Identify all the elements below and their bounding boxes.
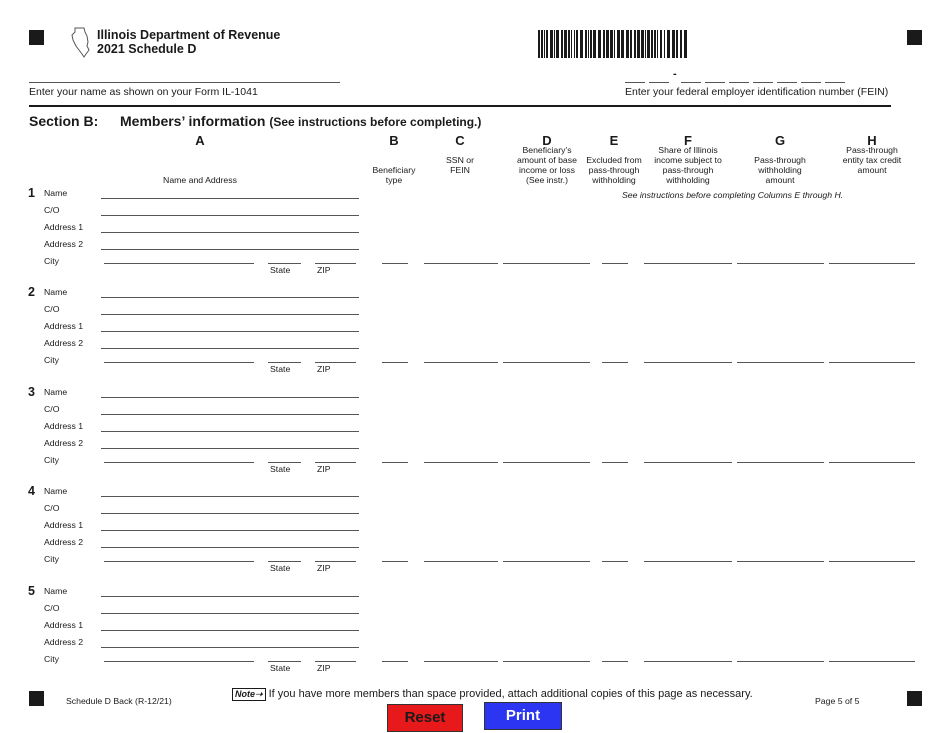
- member-number: 3: [28, 384, 35, 399]
- illinois-state-outline-logo: [70, 26, 92, 58]
- state-label: State: [270, 563, 291, 574]
- excluded-input[interactable]: [602, 561, 628, 562]
- barcode-bar: [554, 30, 555, 58]
- barcode-bar: [568, 30, 570, 58]
- co-label: C/O: [44, 602, 60, 613]
- barcode-bar: [647, 30, 650, 58]
- barcode-bar: [590, 30, 592, 58]
- zip-input[interactable]: [315, 561, 356, 562]
- section-title: Section B:: [29, 113, 99, 129]
- column-b-desc: Beneficiary type: [372, 165, 416, 185]
- barcode-bar: [541, 30, 543, 58]
- section-heading: [120, 113, 481, 129]
- state-input[interactable]: [268, 263, 301, 264]
- barcode-bar: [667, 30, 670, 58]
- page-number: Page 5 of 5: [815, 696, 860, 706]
- registration-mark-top-right: [907, 30, 922, 45]
- withholding-amount-input[interactable]: [737, 362, 824, 363]
- barcode-bar: [550, 30, 553, 58]
- barcode-bar: [564, 30, 567, 58]
- city-input[interactable]: [104, 362, 254, 363]
- zip-input[interactable]: [315, 462, 356, 463]
- state-input[interactable]: [268, 362, 301, 363]
- address2-label: Address 2: [44, 239, 84, 249]
- ssn-fein-input[interactable]: [424, 661, 498, 662]
- member-number: 4: [28, 484, 35, 499]
- beneficiary-type-input[interactable]: [382, 263, 408, 264]
- address2-label: Address 2: [44, 338, 84, 349]
- column-g-letter: G: [774, 133, 786, 148]
- withholding-amount-input[interactable]: [737, 462, 824, 463]
- address2-label: Address 2: [44, 636, 84, 647]
- zip-label: ZIP: [317, 463, 331, 474]
- withholding-amount-input[interactable]: [737, 263, 824, 264]
- fein-input-group[interactable]: [625, 68, 845, 84]
- barcode-bar: [556, 30, 559, 58]
- ssn-fein-input[interactable]: [424, 263, 498, 264]
- form-title: 2021 Schedule D: [97, 42, 197, 56]
- zip-label: ZIP: [317, 563, 331, 574]
- beneficiary-type-input[interactable]: [382, 462, 408, 463]
- section-subtitle: Members’ information: [120, 113, 266, 129]
- city-label: City: [44, 355, 59, 366]
- city-label: City: [44, 454, 59, 465]
- name-label: Name: [44, 287, 68, 298]
- member-number: 2: [28, 285, 35, 300]
- barcode-bar: [676, 30, 678, 58]
- address2-input[interactable]: [101, 547, 359, 548]
- state-input[interactable]: [268, 561, 301, 562]
- ssn-fein-input[interactable]: [424, 362, 498, 363]
- barcode-bar: [630, 30, 632, 58]
- section-divider: [29, 105, 891, 107]
- state-input[interactable]: [268, 462, 301, 463]
- illinois-income-input[interactable]: [644, 362, 732, 363]
- co-input[interactable]: [101, 613, 359, 614]
- name-input[interactable]: [101, 397, 359, 398]
- barcode-bar: [598, 30, 601, 58]
- tax-credit-amount-input[interactable]: [829, 561, 915, 562]
- barcode-bar: [544, 30, 545, 58]
- name-label: Name: [44, 486, 68, 497]
- name-input[interactable]: [101, 297, 359, 298]
- barcode-bar: [606, 30, 609, 58]
- name-label: Name: [44, 386, 68, 397]
- registration-mark-top-left: [29, 30, 44, 45]
- barcode-bar: [634, 30, 636, 58]
- name-label: Name: [44, 585, 68, 596]
- address1-input[interactable]: [101, 331, 359, 332]
- address2-input[interactable]: [101, 448, 359, 449]
- barcode-bar: [574, 30, 575, 58]
- co-input[interactable]: [101, 513, 359, 514]
- address1-label: Address 1: [44, 420, 84, 431]
- co-input[interactable]: [101, 314, 359, 315]
- name-input[interactable]: [101, 596, 359, 597]
- taxpayer-name-input[interactable]: [29, 68, 340, 83]
- zip-label: ZIP: [317, 265, 331, 275]
- zip-input[interactable]: [315, 362, 356, 363]
- co-label: C/O: [44, 403, 60, 414]
- ssn-fein-input[interactable]: [424, 561, 498, 562]
- barcode-bar: [645, 30, 646, 58]
- state-label: State: [270, 662, 291, 673]
- name-label: Name: [44, 188, 68, 198]
- column-c-letter: C: [455, 133, 465, 148]
- address1-label: Address 1: [44, 520, 84, 531]
- registration-mark-bottom-right: [907, 691, 922, 706]
- illinois-income-input[interactable]: [644, 661, 732, 662]
- barcode-bar: [684, 30, 687, 58]
- base-income-input[interactable]: [503, 263, 590, 264]
- city-input[interactable]: [104, 561, 254, 562]
- address1-input[interactable]: [101, 232, 359, 233]
- tax-credit-amount-input[interactable]: [829, 462, 915, 463]
- city-label: City: [44, 554, 59, 565]
- city-input[interactable]: [104, 462, 254, 463]
- barcode-bar: [603, 30, 605, 58]
- column-e-desc: Excluded from pass-through withholding: [586, 155, 642, 185]
- barcode: [538, 30, 688, 58]
- note-badge: [232, 688, 266, 701]
- excluded-input[interactable]: [602, 661, 628, 662]
- fein-separator: -: [673, 68, 677, 80]
- base-income-input[interactable]: [503, 661, 590, 662]
- co-input[interactable]: [101, 215, 359, 216]
- barcode-bar: [614, 30, 615, 58]
- barcode-bar: [588, 30, 589, 58]
- column-e-letter: E: [609, 133, 619, 148]
- columns-instruction-note: See instructions before completing Columns E through H.: [622, 190, 844, 200]
- address1-label: Address 1: [44, 619, 84, 630]
- city-label: City: [44, 256, 59, 266]
- barcode-bar: [637, 30, 640, 58]
- barcode-bar: [621, 30, 624, 58]
- withholding-amount-input[interactable]: [737, 561, 824, 562]
- address1-input[interactable]: [101, 530, 359, 531]
- barcode-bar: [626, 30, 629, 58]
- column-b-letter: B: [389, 133, 399, 148]
- base-income-input[interactable]: [503, 561, 590, 562]
- form-id: Schedule D Back (R-12/21): [66, 696, 172, 706]
- barcode-bar: [593, 30, 596, 58]
- barcode-bar: [664, 30, 665, 58]
- state-label: State: [270, 364, 291, 375]
- barcode-bar: [641, 30, 644, 58]
- barcode-bar: [585, 30, 587, 58]
- address2-label: Address 2: [44, 537, 84, 548]
- excluded-input[interactable]: [602, 263, 628, 264]
- barcode-bar: [660, 30, 662, 58]
- barcode-bar: [680, 30, 682, 58]
- fein-label: Enter your federal employer identification number (FEIN): [625, 86, 889, 98]
- column-f-desc: Share of Illinois income subject to pass-through withholding: [654, 145, 722, 185]
- illinois-income-input[interactable]: [644, 462, 732, 463]
- address1-label: Address 1: [44, 321, 84, 332]
- column-h-desc: Pass-through entity tax credit amount: [842, 145, 902, 175]
- column-g-desc: Pass-through withholding amount: [754, 155, 806, 185]
- note-label: Note: [235, 689, 255, 699]
- name-input[interactable]: [101, 198, 359, 199]
- barcode-bar: [657, 30, 658, 58]
- note-arrow-icon: ➝: [255, 689, 263, 699]
- illinois-income-input[interactable]: [644, 263, 732, 264]
- registration-mark-bottom-left: [29, 691, 44, 706]
- footer-note: [232, 688, 753, 701]
- address1-input[interactable]: [101, 431, 359, 432]
- address2-label: Address 2: [44, 437, 84, 448]
- co-input[interactable]: [101, 414, 359, 415]
- note-text: If you have more members than space provided, attach additional copies of this page as necessary.: [268, 688, 753, 700]
- column-a-letter: A: [195, 133, 205, 148]
- address1-label: Address 1: [44, 222, 84, 232]
- tax-credit-amount-input[interactable]: [829, 263, 915, 264]
- zip-label: ZIP: [317, 662, 331, 673]
- barcode-bar: [571, 30, 572, 58]
- beneficiary-type-input[interactable]: [382, 661, 408, 662]
- barcode-bar: [580, 30, 583, 58]
- state-label: State: [270, 463, 291, 474]
- column-h-letter: H: [867, 133, 877, 148]
- barcode-bar: [546, 30, 548, 58]
- barcode-bar: [651, 30, 653, 58]
- barcode-bar: [561, 30, 563, 58]
- member-number: 5: [28, 583, 35, 598]
- beneficiary-type-input[interactable]: [382, 561, 408, 562]
- city-label: City: [44, 653, 59, 664]
- excluded-input[interactable]: [602, 462, 628, 463]
- co-label: C/O: [44, 205, 60, 215]
- member-number: 1: [28, 186, 35, 200]
- tax-credit-amount-input[interactable]: [829, 661, 915, 662]
- state-label: State: [270, 265, 291, 275]
- beneficiary-type-input[interactable]: [382, 362, 408, 363]
- section-note: (See instructions before completing.): [269, 115, 482, 129]
- barcode-bar: [538, 30, 540, 58]
- address2-input[interactable]: [101, 647, 359, 648]
- column-c-desc: SSN or FEIN: [445, 155, 474, 175]
- excluded-input[interactable]: [602, 362, 628, 363]
- zip-input[interactable]: [315, 263, 356, 264]
- zip-input[interactable]: [315, 661, 356, 662]
- ssn-fein-input[interactable]: [424, 462, 498, 463]
- print-button[interactable]: Print: [484, 702, 562, 730]
- barcode-bar: [617, 30, 620, 58]
- name-input[interactable]: [101, 496, 359, 497]
- barcode-bar: [576, 30, 578, 58]
- column-a-desc: Name and Address: [163, 175, 237, 185]
- zip-label: ZIP: [317, 364, 331, 375]
- address2-input[interactable]: [101, 249, 359, 250]
- city-input[interactable]: [104, 263, 254, 264]
- base-income-input[interactable]: [503, 462, 590, 463]
- address1-input[interactable]: [101, 630, 359, 631]
- agency-name: Illinois Department of Revenue: [97, 28, 281, 42]
- barcode-bar: [610, 30, 613, 58]
- base-income-input[interactable]: [503, 362, 590, 363]
- tax-credit-amount-input[interactable]: [829, 362, 915, 363]
- city-input[interactable]: [104, 661, 254, 662]
- barcode-bar: [654, 30, 656, 58]
- column-d-desc: Beneficiary’s amount of base income or loss (See instr.): [517, 145, 577, 185]
- state-input[interactable]: [268, 661, 301, 662]
- address2-input[interactable]: [101, 348, 359, 349]
- withholding-amount-input[interactable]: [737, 661, 824, 662]
- reset-button[interactable]: Reset: [387, 704, 463, 732]
- column-f-letter: F: [684, 133, 692, 148]
- co-label: C/O: [44, 503, 60, 514]
- taxpayer-name-label: Enter your name as shown on your Form IL-1041: [29, 86, 258, 98]
- barcode-bar: [672, 30, 675, 58]
- co-label: C/O: [44, 304, 60, 315]
- column-d-letter: D: [542, 133, 552, 148]
- illinois-income-input[interactable]: [644, 561, 732, 562]
